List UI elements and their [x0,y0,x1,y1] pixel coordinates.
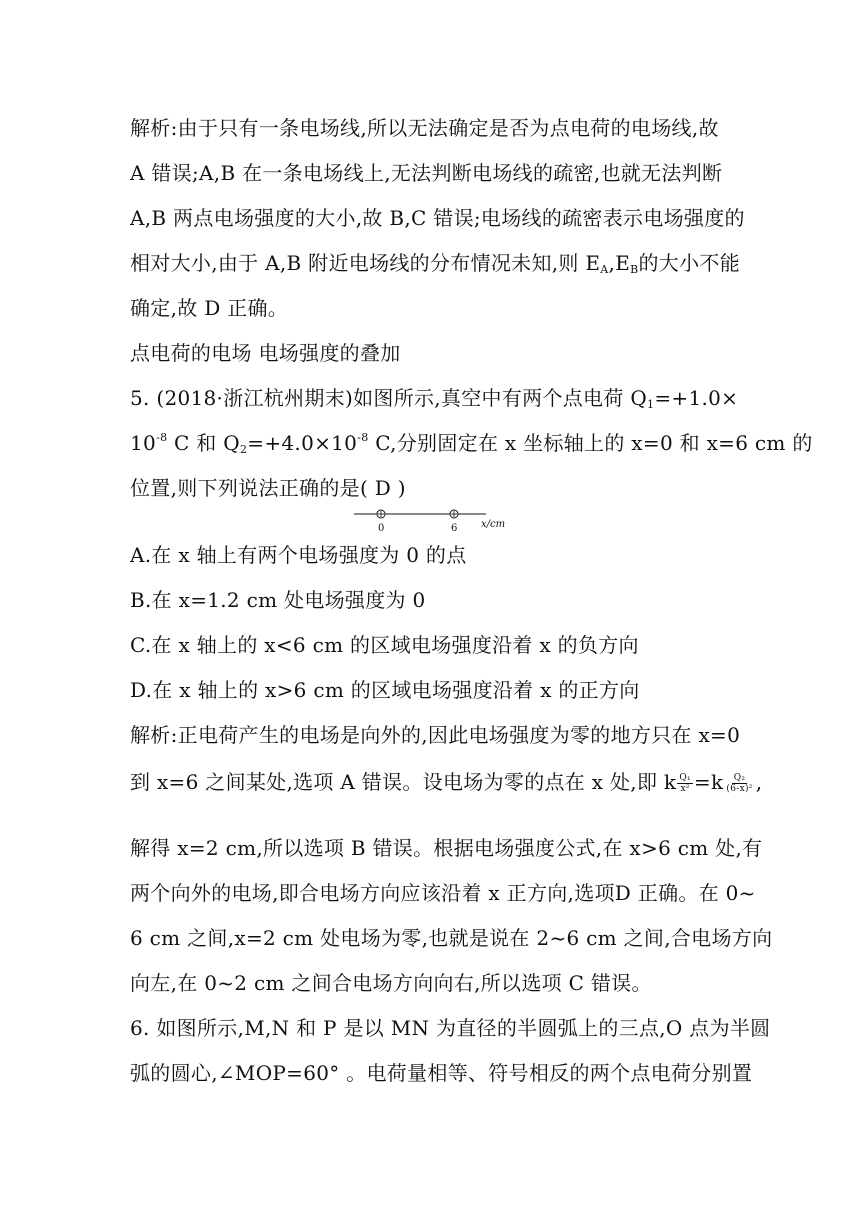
option-d: D.在 x 轴上的 x>6 cm 的区域电场强度沿着 x 的正方向 [130,678,640,702]
analysis-q5-line-6: 向左,在 0~2 cm 之间合电场方向向右,所以选项 C 错误。 [130,971,652,995]
charge-q1-marker [377,510,385,518]
question-6-line-1: 6. 如图所示,M,N 和 P 是以 MN 为直径的半圆弧上的三点,O 点为半圆 [130,1016,771,1040]
option-b: B.在 x=1.2 cm 处电场强度为 0 [130,588,426,612]
question-5-line-1: 5. (2018·浙江杭州期末)如图所示,真空中有两个点电荷 $Q_1=+1.0\times$ [130,386,739,411]
section-title: 点电荷的电场 电场强度的叠加 [130,341,401,365]
tick-label-0: 0 [378,523,385,534]
question-5-line-2: $10^{-8}$ C 和 $Q_2=+4.0\times 10^{-8}$ C,分别固定在 x 坐标轴上的 x=0 和 x=6 cm 的 [130,431,813,456]
analysis-q4-line-2: A 错误;A,B 在一条电场线上,无法判断电场线的疏密,也就无法判断 [130,161,723,185]
analysis-q5-line-4: 两个向外的电场,即合电场方向应该沿着 x 正方向,选项D 正确。在 0~ [130,881,756,905]
question-5-line-3: 位置,则下列说法正确的是( D ) [130,476,406,500]
formula-fraction-1: $\frac{\text{Q₁}}{\text{x²}}$ [679,773,691,794]
analysis-q4-line-4: 相对大小,由于 A,B 附近电场线的分布情况未知,则 $E_A,E_B$的大小不能 [130,251,740,276]
analysis-q5-line-2: 到 x=6 之间某处,选项 A 错误。设电场为零的点在 x 处,即 k $\frac{\text{Q₁}}{\text{x²}}$ =k $\frac{\text{Q₂}}{\text{(6-x)²}}$ , [130,770,763,794]
question-6-line-2: 弧的圆心,∠MOP=60° 。电荷量相等、符号相反的两个点电荷分别置 [130,1061,753,1085]
option-a: A.在 x 轴上有两个电场强度为 0 的点 [130,543,467,567]
formula-fraction-2: $\frac{\text{Q₂}}{\text{(6-x)²}}$ [726,773,753,794]
analysis-q4-line-1: 解析:由于只有一条电场线,所以无法确定是否为点电荷的电场线,故 [130,116,719,140]
analysis-q5-line-3: 解得 x=2 cm,所以选项 B 错误。根据电场强度公式,在 x>6 cm 处,有 [130,836,763,860]
analysis-q5-line-1: 解析:正电荷产生的电场是向外的,因此电场强度为零的地方只在 x=0 [130,723,741,747]
axis-label-x: x/cm [481,519,506,530]
analysis-q4-line-3: A,B 两点电场强度的大小,故 B,C 错误;电场线的疏密表示电场强度的 [130,206,745,230]
charge-q2-marker [450,510,458,518]
analysis-q4-line-5: 确定,故 D 正确。 [130,296,289,320]
option-c: C.在 x 轴上的 x<6 cm 的区域电场强度沿着 x 的负方向 [130,633,639,657]
tick-label-6: 6 [451,523,458,534]
analysis-q5-line-5: 6 cm 之间,x=2 cm 处电场为零,也就是说在 2~6 cm 之间,合电场方向 [130,926,773,950]
x-axis-figure [352,500,512,540]
